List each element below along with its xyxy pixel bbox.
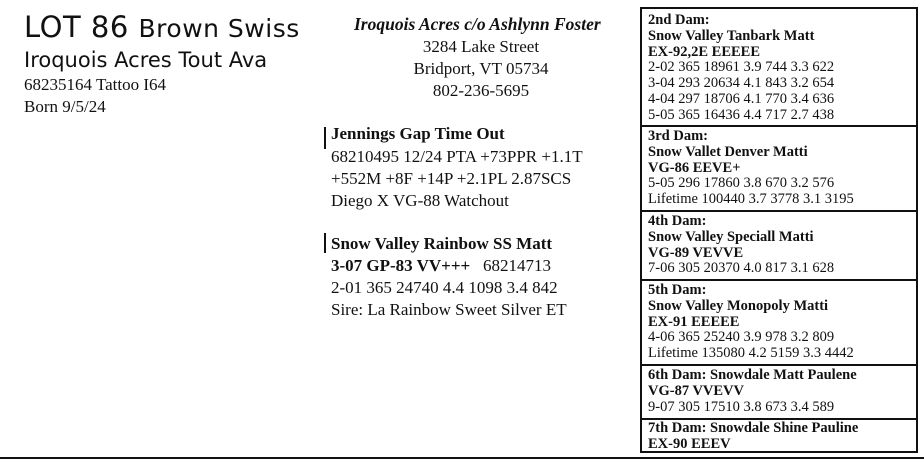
dam-7th [648, 421, 912, 453]
production-record: 4-06 365 25240 3.9 978 3.2 809 [648, 329, 835, 346]
dam-name: Snow Valley Speciall Matti [648, 228, 814, 245]
section-divider [642, 279, 916, 281]
consignor-phone: 802-236-5695 [432, 81, 530, 100]
section-divider [642, 364, 916, 366]
dam-record: 2-01 365 24740 4.4 1098 3.4 842 [331, 278, 558, 297]
production-record: 3-04 293 20634 4.1 843 3.2 654 [648, 75, 835, 92]
registration-tattoo: 68235164 Tattoo I64 [24, 75, 167, 94]
sire-proof-line-2: +552M +8F +14P +2.1PL 2.87SCS [331, 169, 572, 188]
dam-heading: 6th Dam: Snowdale Matt Paulene [648, 367, 857, 383]
lot-header [24, 10, 300, 44]
dam-6th [648, 368, 912, 415]
consignor-city: Bridport, VT 05734 [413, 59, 549, 78]
dam-name: Snow Valley Rainbow SS Matt [331, 234, 553, 253]
dam-classification: VG-89 VEVVE [648, 244, 744, 261]
breed: Brown Swiss [138, 14, 300, 43]
section-divider [642, 125, 916, 127]
dam-registration: 68214713 [483, 256, 551, 275]
animal-name: Iroquois Acres Tout Ava [24, 48, 268, 72]
dam-heading: 2nd Dam: [648, 12, 710, 28]
production-record: Lifetime 100440 3.7 3778 3.1 3195 [648, 191, 854, 208]
dam-4th [648, 214, 912, 277]
production-record: 4-04 297 18706 4.1 770 3.4 636 [648, 90, 835, 107]
production-record: 7-06 305 20370 4.0 817 3.1 628 [648, 260, 835, 277]
dam-3rd [648, 129, 912, 208]
production-record: 9-07 305 17510 3.8 673 3.4 589 [648, 398, 835, 415]
sire-pedigree: Diego X VG-88 Watchout [331, 191, 509, 210]
dam-5th [648, 283, 912, 362]
consignor-name: Iroquois Acres c/o Ashlynn Foster [354, 14, 601, 34]
dam-name: Snow Valley Monopoly Matti [648, 297, 829, 314]
dam-classification: EX-90 EEEV [648, 435, 731, 452]
dam-heading: 4th Dam: [648, 213, 707, 229]
dam-bracket [324, 233, 326, 253]
birth-date: Born 9/5/24 [24, 97, 106, 116]
sire-bracket [324, 127, 326, 149]
dam-classification: VG-87 VVEVV [648, 382, 744, 399]
dam-heading: 7th Dam: Snowdale Shine Pauline [648, 420, 859, 436]
dam-2nd [648, 13, 912, 124]
dam-classification: 3-07 GP-83 VV+++ [331, 256, 471, 275]
dam-name: Snow Valley Tanbark Matt [648, 27, 815, 44]
production-record: 5-05 296 17860 3.8 670 3.2 576 [648, 175, 835, 192]
dam-name: Snow Vallet Denver Matti [648, 143, 808, 160]
production-record: 5-05 365 16436 4.4 717 2.7 438 [648, 106, 835, 123]
consignor-street: 3284 Lake Street [422, 37, 540, 56]
dam-heading: 5th Dam: [648, 282, 707, 298]
dam-classification: EX-92,2E EEEEE [648, 43, 760, 60]
dam-heading: 3rd Dam: [648, 128, 709, 144]
dam-classification-line [331, 256, 551, 276]
pedigree-box [640, 7, 918, 453]
bottom-rule [0, 457, 924, 459]
dam-sire: Sire: La Rainbow Sweet Silver ET [331, 300, 567, 319]
sire-proof-line-1: 68210495 12/24 PTA +73PPR +1.1T [331, 147, 583, 166]
sire-name: Jennings Gap Time Out [331, 124, 505, 143]
lot-number: LOT 86 [24, 10, 129, 44]
production-record: 2-02 365 18961 3.9 744 3.3 622 [648, 59, 835, 76]
section-divider [642, 210, 916, 212]
dam-classification: VG-86 EEVE+ [648, 159, 741, 176]
dam-classification: EX-91 EEEEE [648, 313, 740, 330]
production-record: Lifetime 135080 4.2 5159 3.3 4442 [648, 345, 854, 362]
